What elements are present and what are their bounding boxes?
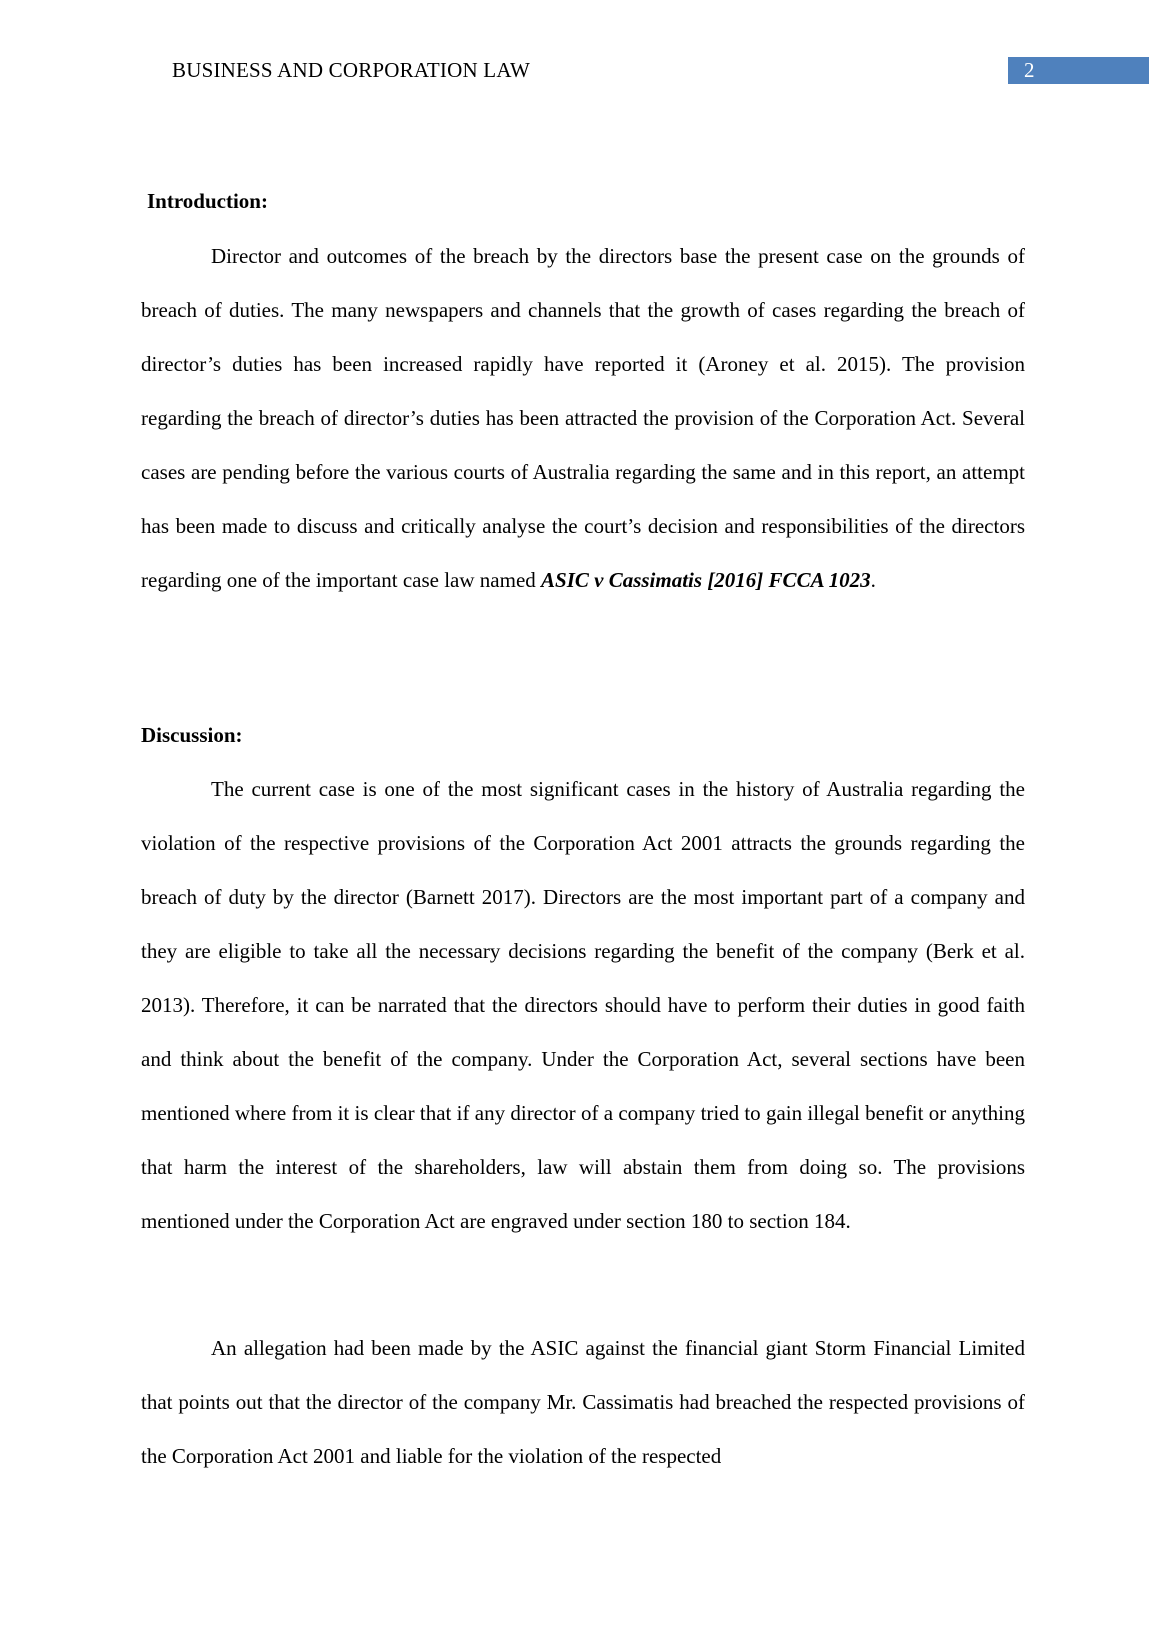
discussion-paragraph-2: An allegation had been made by the ASIC against the financial giant Storm Financial Limited that points out that the director of the company Mr. Cassimatis had breached the respected provisions of the Corporation Act 2001 and liable for the violation of the respected [141,1336,1025,1468]
page-number: 2 [1024,58,1035,82]
introduction-paragraph [141,229,1025,607]
introduction-heading: Introduction: [147,189,268,213]
discussion-heading: Discussion: [141,723,243,747]
case-citation: ASIC v Cassimatis [2016] FCCA 1023 [541,568,871,592]
introduction-paragraph-text: Director and outcomes of the breach by the directors base the present case on the grounds of breach of duties. The many newspapers and channels that the growth of cases regarding the breach of director’s duties has been increased rapidly have reported it (Aroney et al. 2015). The provision regarding the breach of director’s duties has been attracted the provision of the Corporation Act. Several cases are pending before the various courts of Australia regarding the same and in this report, an attempt has been made to discuss and critically analyse the court’s decision and responsibilities of the directors regarding one of the important case law named [141,244,1025,592]
page-number-badge [1008,57,1149,84]
introduction-paragraph-end: . [870,568,876,592]
header-title: BUSINESS AND CORPORATION LAW [172,58,531,82]
discussion-paragraph-1: The current case is one of the most significant cases in the history of Australia regarding the violation of the respective provisions of the Corporation Act 2001 attracts the grounds regarding the breach of duty by the director (Barnett 2017). Directors are the most important part of a company and they are eligible to take all the necessary decisions regarding the benefit of the company (Berk et al. 2013). Therefore, it can be narrated that the directors should have to perform their duties in good faith and think about the benefit of the company. Under the Corporation Act, several sections have been mentioned where from it is clear that if any director of a company tried to gain illegal benefit or anything that harm the interest of the shareholders, law will abstain them from doing so. The provisions mentioned under the Corporation Act are engraved under section 180 to section 184. [141,777,1025,1233]
